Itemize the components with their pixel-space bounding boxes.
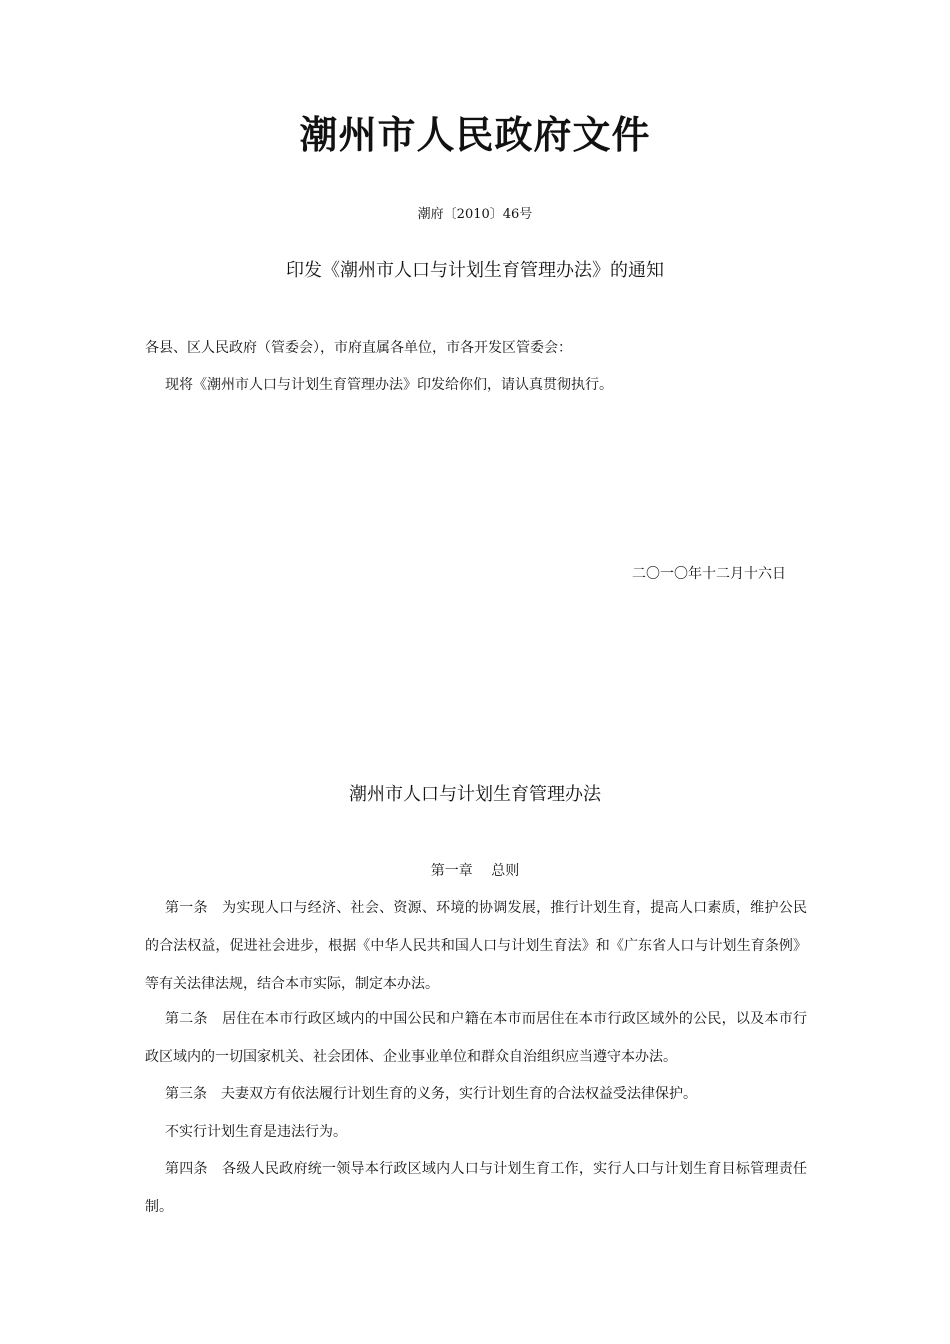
article-4: 第四条 各级人民政府统一领导本行政区域内人口与计划生育工作，实行人口与计划生育目标管理责任制。 bbox=[145, 1161, 807, 1215]
measures-title: 潮州市人口与计划生育管理办法 bbox=[349, 784, 601, 805]
article-3-paragraph-2: 不实行计划生育是违法行为。 bbox=[165, 1124, 347, 1140]
article-1: 第一条 为实现人口与经济、社会、资源、环境的协调发展，推行计划生育，提高人口素质，维护公民的合法权益，促进社会进步，根据《中华人民共和国人口与计划生育法》和《广东省人口与计划生育条例》等有关法律法规，结合本市实际，制定本办法。 bbox=[145, 900, 807, 992]
article-2: 第二条 居住在本市行政区域内的中国公民和户籍在本市而居住在本市行政区域外的公民，以及本市行政区域内的一切国家机关、社会团体、企业事业单位和群众自治组织应当遵守本办法。 bbox=[145, 1011, 807, 1065]
notice-title: 印发《潮州市人口与计划生育管理办法》的通知 bbox=[286, 260, 664, 281]
document-number: 潮府〔2010〕46号 bbox=[417, 207, 533, 222]
issue-date: 二〇一〇年十二月十六日 bbox=[632, 566, 786, 582]
chapter-title: 第一章 总则 bbox=[430, 863, 520, 879]
notice-body: 现将《潮州市人口与计划生育管理办法》印发给你们，请认真贯彻执行。 bbox=[165, 377, 613, 393]
article-3: 第三条 夫妻双方有依法履行计划生育的义务，实行计划生育的合法权益受法律保护。 bbox=[165, 1086, 697, 1102]
document-header-title: 潮州市人民政府文件 bbox=[299, 112, 651, 157]
notice-addressee: 各县、区人民政府（管委会），市府直属各单位，市各开发区管委会： bbox=[145, 340, 572, 356]
